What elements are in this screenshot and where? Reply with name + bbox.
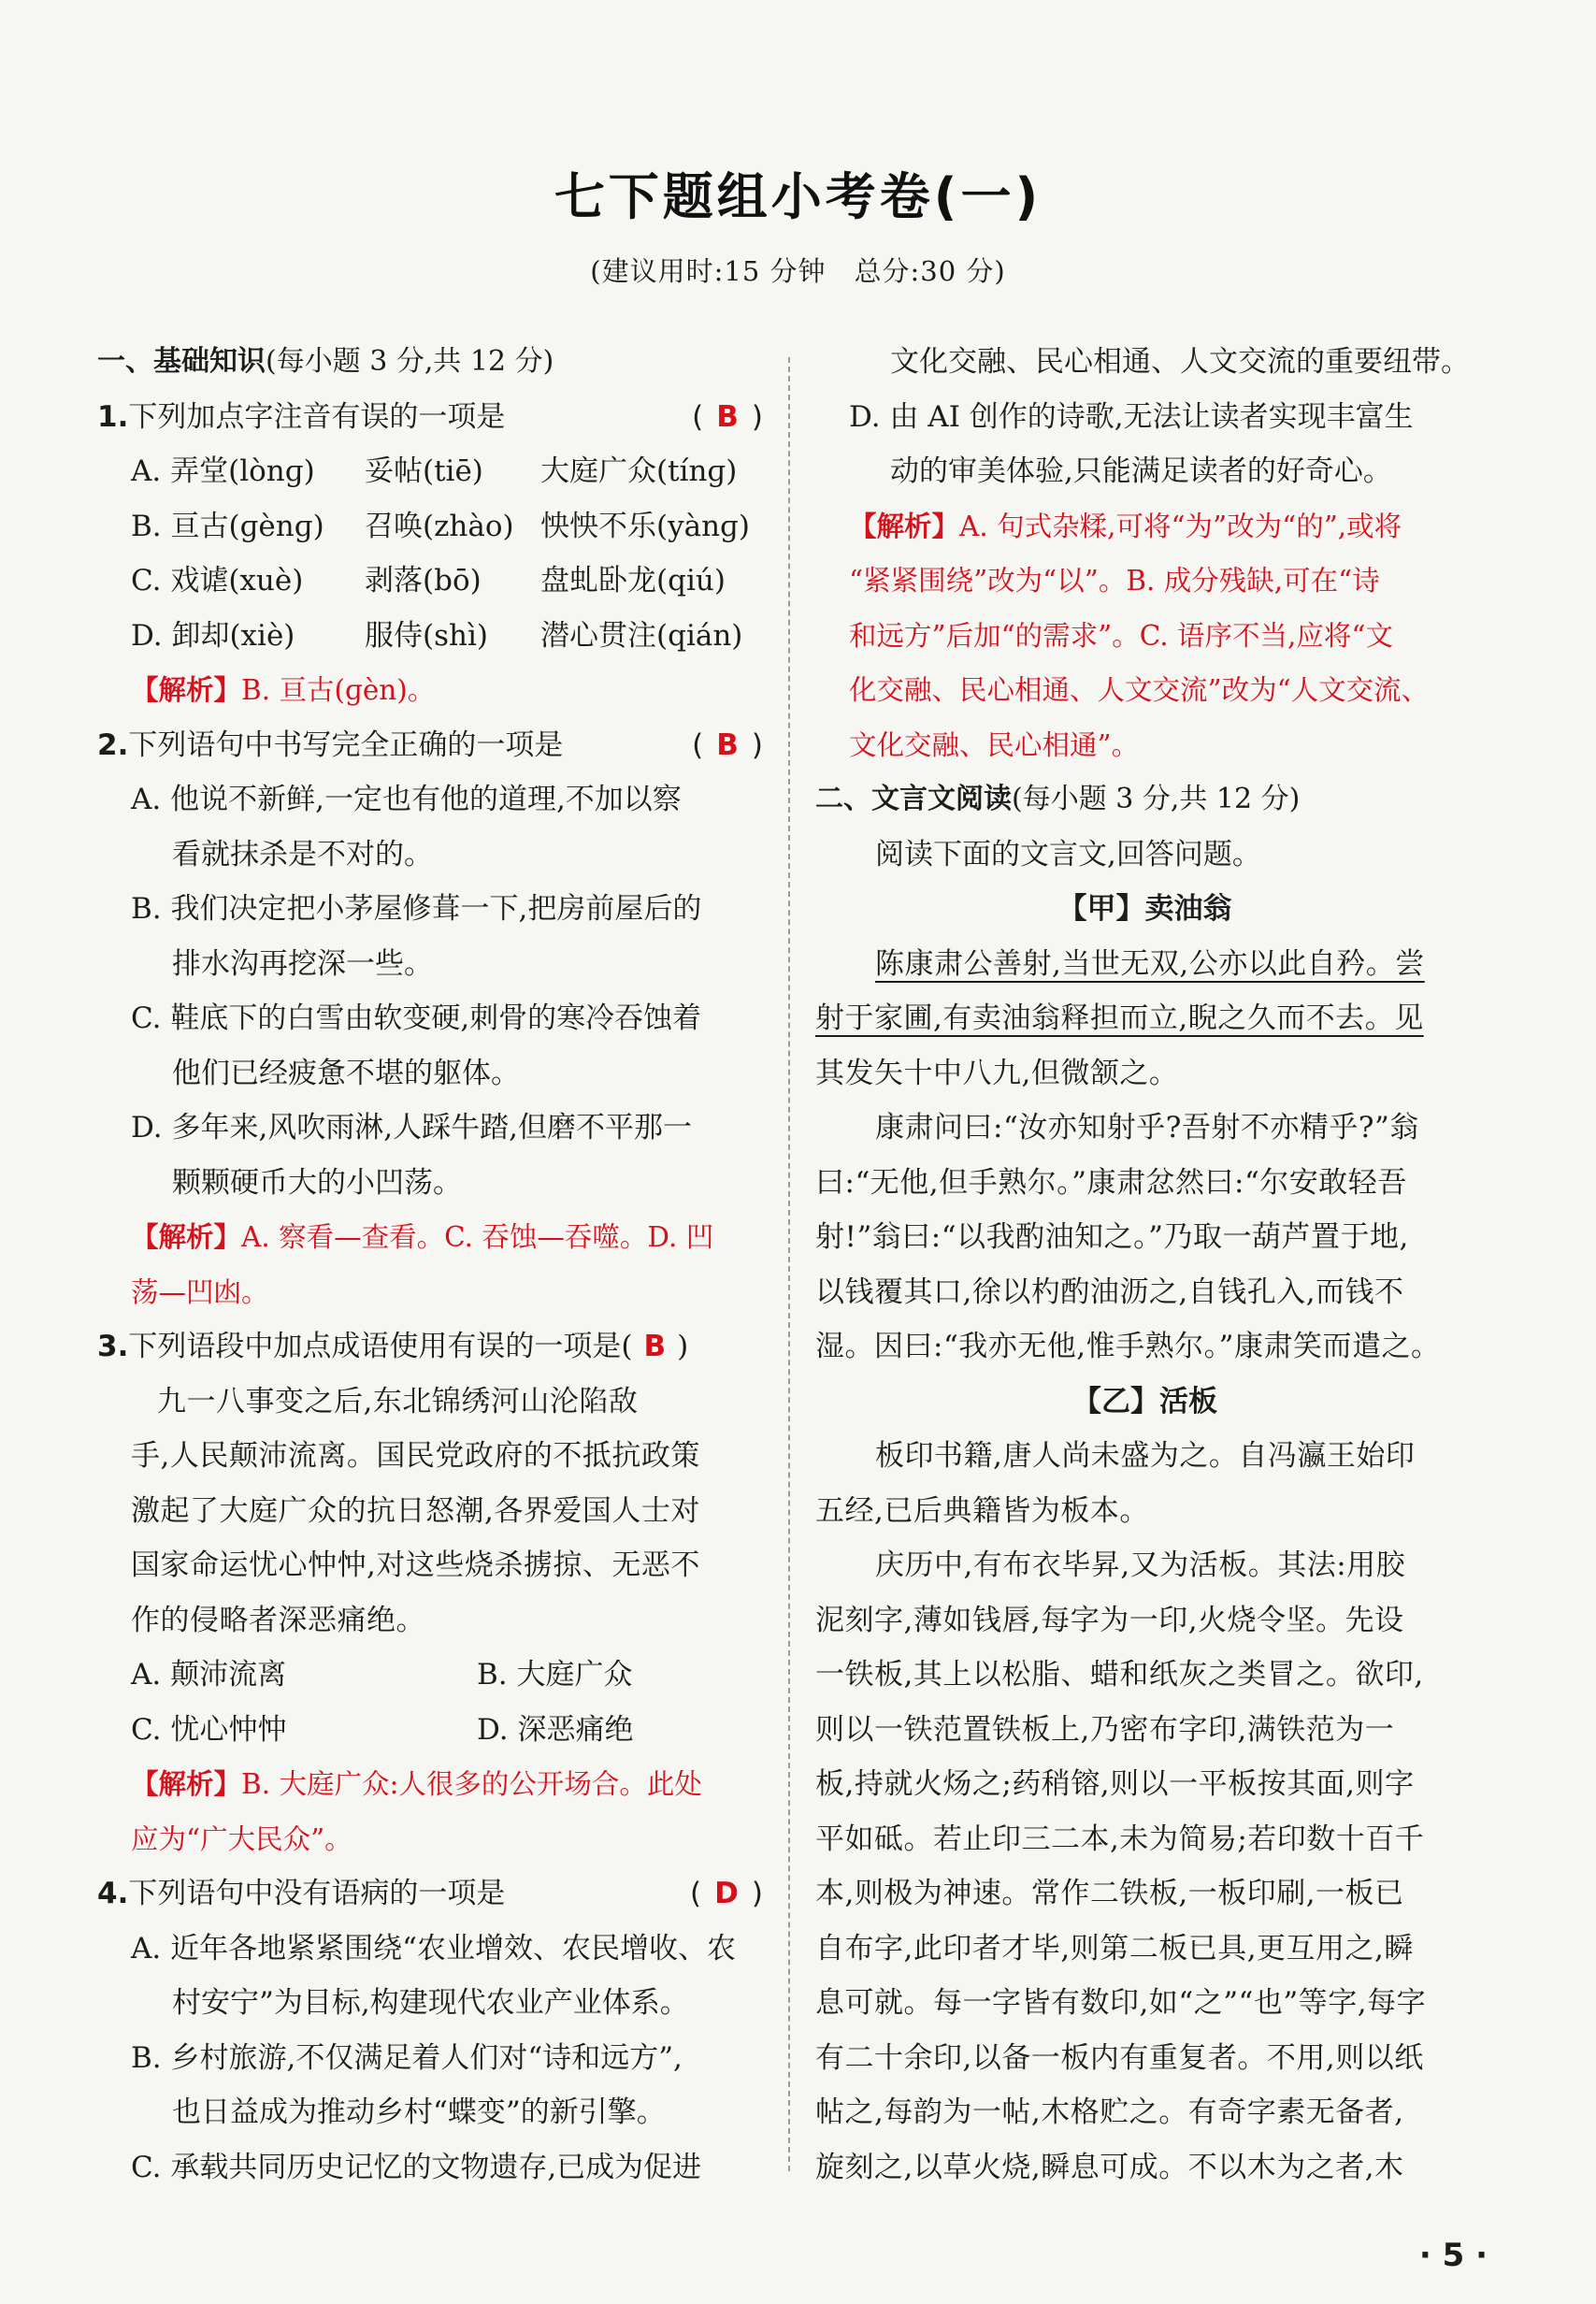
q1-option-row	[97, 609, 763, 664]
right-column	[815, 335, 1474, 2195]
answer-close: )	[677, 1330, 689, 1363]
q1-analysis	[97, 663, 763, 718]
passage-line: 射!”翁曰:“以我酌油知之。”乃取一葫芦置于地,	[815, 1220, 1409, 1254]
question-2-stem	[97, 718, 763, 773]
q4-option-line: A. 近年各地紧紧围绕“农业增效、农民增收、农	[131, 1931, 736, 1966]
q2-option-line: 他们已经疲惫不堪的躯体。	[172, 1056, 520, 1090]
option-word: A. 弄堂(lònɡ)	[131, 454, 315, 488]
passage-line: 泥刻字,薄如钱唇,每字为一印,火烧令坚。先设	[815, 1603, 1404, 1637]
q3-passage-line: 作的侵略者深恶痛绝。	[131, 1603, 425, 1637]
page-subtitle: (建议用时:15 分钟 总分:30 分)	[590, 255, 1006, 287]
passage-line: 帖之,每韵为一帖,木格贮之。有奇字素无备者,	[815, 2095, 1404, 2129]
passage-line: 以钱覆其口,徐以杓酌油沥之,自钱孔入,而钱不	[815, 1274, 1404, 1309]
question-text: 下列语句中书写完全正确的一项是	[128, 727, 564, 762]
column-divider	[788, 357, 790, 2171]
q3-option-row	[97, 1703, 763, 1758]
q4-option-line: 文化交融、民心相通、人文交流的重要纽带。	[890, 345, 1470, 379]
option-a: A. 颠沛流离	[131, 1658, 287, 1692]
page-title: 七下题组小考卷(一)	[554, 167, 1042, 226]
passage-line: 息可就。每一字皆有数印,如“之”“也”等字,每字	[815, 1986, 1427, 2020]
passage-line: 曰:“无他,但手熟尔。”康肃忿然曰:“尔安敢轻吾	[815, 1165, 1407, 1200]
q2-option-line: C. 鞋底下的白雪由软变硬,刺骨的寒冷吞蚀着	[131, 1001, 702, 1035]
answer-letter: D	[714, 1877, 739, 1910]
q1-option-row	[97, 444, 763, 499]
passage-line: 平如砥。若止印三二本,未为简易;若印数十百千	[815, 1822, 1425, 1856]
question-3-stem	[97, 1319, 763, 1375]
q2-option-line: A. 他说不新鲜,一定也有他的道理,不加以察	[131, 783, 682, 816]
section-1-title: 一、基础知识	[97, 345, 266, 378]
q3-analysis-cont: 应为“广大民众”。	[131, 1822, 352, 1855]
passage-line: 本,则极为神速。常作二铁板,一板印刷,一板已	[815, 1877, 1404, 1910]
question-number: 1.	[97, 399, 129, 434]
answer-bracket: ( D )	[690, 1877, 763, 1910]
left-column	[97, 335, 763, 2195]
q4-analysis	[815, 499, 1474, 554]
question-text: 下列语段中加点成语使用有误的一项是(	[128, 1330, 633, 1363]
q4-analysis-cont: 文化交融、民心相通”。	[849, 728, 1140, 761]
question-number: 2.	[97, 727, 129, 762]
option-word: 潜心贯注(qián)	[540, 618, 743, 653]
passage-line: 自布字,此印者才毕,则第二板已具,更互用之,瞬	[815, 1931, 1414, 1966]
option-word: 盘虬卧龙(qiú)	[540, 564, 726, 598]
q4-option-line: D. 由 AI 创作的诗歌,无法让读者实现丰富生	[849, 399, 1414, 434]
q2-option-line: 看就抹杀是不对的。	[172, 837, 433, 871]
q4-option-line: C. 承载共同历史记忆的文物遗存,已成为促进	[131, 2150, 702, 2184]
option-word: 怏怏不乐(yànɡ)	[540, 509, 750, 543]
q4-option-line: 村安宁”为目标,构建现代农业产业体系。	[172, 1986, 689, 2020]
analysis-tag: 【解析】	[849, 510, 960, 542]
passage-line: 一铁板,其上以松脂、蜡和纸灰之类冒之。欲印,	[815, 1658, 1424, 1692]
section-2-note: (每小题 3 分,共 12 分)	[1012, 783, 1301, 815]
analysis-text: B. 亘古(ɡèn)。	[241, 674, 436, 706]
underlined-sentence: 射于家圃,有卖油翁释担而立,睨之久而不去。见	[815, 1001, 1424, 1035]
question-number: 4.	[97, 1877, 129, 1910]
q1-option-row	[97, 554, 763, 609]
analysis-tag: 【解析】	[131, 1768, 242, 1800]
passage-line: 则以一铁范置铁板上,乃密布字印,满铁范为一	[815, 1712, 1395, 1747]
passage-line: 庆历中,有布衣毕昇,又为活板。其法:用胶	[875, 1548, 1406, 1582]
option-word: 大庭广众(tínɡ)	[540, 454, 738, 488]
option-word: 剥落(bō)	[365, 564, 482, 598]
q2-analysis-cont: 荡—凹凼。	[131, 1275, 269, 1308]
option-word: 妥帖(tiē)	[365, 454, 483, 488]
option-word: B. 亘古(ɡènɡ)	[131, 509, 324, 543]
option-word: D. 卸却(xiè)	[131, 618, 295, 653]
underlined-sentence: 陈康肃公善射,当世无双,公亦以此自矜。尝	[875, 946, 1425, 981]
q3-passage-line: 激起了大庭广众的抗日怒潮,各界爱国人士对	[131, 1493, 700, 1528]
analysis-text: A. 句式杂糅,可将“为”改为“的”,或将	[959, 510, 1402, 542]
answer-letter: B	[716, 399, 739, 434]
passage-line: 板,持就火炀之;药稍镕,则以一平板按其面,则字	[815, 1767, 1415, 1801]
question-4-stem	[97, 1866, 763, 1922]
question-text: 下列加点字注音有误的一项是	[128, 399, 506, 434]
question-1-stem	[97, 390, 763, 445]
passage-line: 旋刻之,以草火烧,瞬息可成。不以木为之者,木	[815, 2150, 1404, 2184]
q2-option-line: 排水沟再挖深一些。	[172, 946, 433, 981]
question-number: 3.	[97, 1330, 129, 1363]
option-word: 召唤(zhào)	[365, 509, 514, 543]
q3-passage-line: 国家命运忧心忡忡,对这些烧杀掳掠、无恶不	[131, 1548, 700, 1582]
option-b: B. 大庭广众	[477, 1658, 633, 1692]
answer-bracket: ( B )	[692, 727, 763, 762]
passage-line: 有二十余印,以备一板内有重复者。不用,则以纸	[815, 2040, 1424, 2075]
answer-bracket: ( B )	[692, 399, 763, 434]
passage-line	[815, 991, 1474, 1046]
section-1-heading	[97, 335, 763, 390]
answer-letter: B	[643, 1330, 667, 1363]
section-1-note: (每小题 3 分,共 12 分)	[266, 345, 554, 378]
passage-line: 康肃问曰:“汝亦知射乎?吾射不亦精乎?”翁	[875, 1111, 1419, 1145]
analysis-text: A. 察看—查看。C. 吞蚀—吞噬。D. 凹	[241, 1221, 714, 1253]
passage-line	[815, 937, 1474, 992]
option-d: D. 深恶痛绝	[477, 1712, 634, 1747]
q2-option-line: D. 多年来,风吹雨淋,人踩牛踏,但磨不平那一	[131, 1111, 693, 1145]
section-2-heading	[815, 772, 1474, 828]
passage-jia-title: 【甲】卖油翁	[1057, 892, 1232, 926]
q4-option-line: 也日益成为推动乡村“蝶变”的新引擎。	[172, 2095, 666, 2129]
q3-passage-line: 九一八事变之后,东北锦绣河山沦陷敌	[157, 1384, 639, 1418]
q4-analysis-cont: 化交融、民心相通、人文交流”改为“人文交流、	[849, 674, 1430, 706]
q3-option-row	[97, 1648, 763, 1703]
analysis-tag: 【解析】	[131, 1221, 242, 1253]
passage-yi-title: 【乙】活板	[1072, 1384, 1217, 1418]
option-word: C. 戏谑(xuè)	[131, 564, 304, 598]
question-text: 下列语句中没有语病的一项是	[128, 1877, 506, 1910]
passage-line: 五经,已后典籍皆为板本。	[815, 1493, 1149, 1528]
section-2-instruction: 阅读下面的文言文,回答问题。	[875, 837, 1261, 871]
section-2-title: 二、文言文阅读	[815, 783, 1012, 815]
q4-analysis-cont: “紧紧围绕”改为“以”。B. 成分残缺,可在“诗	[849, 565, 1380, 597]
q4-analysis-cont: 和远方”后加“的需求”。C. 语序不当,应将“文	[849, 619, 1393, 652]
page-number: · 5 ·	[1418, 2237, 1488, 2274]
answer-letter: B	[716, 727, 739, 762]
q1-option-row	[97, 499, 763, 554]
q3-passage-line: 手,人民颠沛流离。国民党政府的不抵抗政策	[131, 1439, 700, 1473]
analysis-tag: 【解析】	[131, 674, 242, 706]
q2-option-line: 颗颗硬币大的小凹荡。	[172, 1165, 462, 1200]
q4-option-line: B. 乡村旅游,不仅满足着人们对“诗和远方”,	[131, 2040, 683, 2075]
q4-option-line: 动的审美体验,只能满足读者的好奇心。	[890, 454, 1392, 488]
q2-option-line: B. 我们决定把小茅屋修葺一下,把房前屋后的	[131, 892, 702, 926]
q3-analysis	[97, 1757, 763, 1812]
option-word: 服侍(shì)	[365, 618, 488, 653]
passage-line: 湿。因曰:“我亦无他,惟手熟尔。”康肃笑而遣之。	[815, 1330, 1441, 1363]
option-c: C. 忧心忡忡	[131, 1712, 287, 1747]
passage-line: 板印书籍,唐人尚未盛为之。自冯瀛王始印	[875, 1439, 1416, 1473]
passage-line: 其发矢十中八九,但微颔之。	[815, 1056, 1179, 1090]
q2-analysis	[97, 1210, 763, 1265]
analysis-text: B. 大庭广众:人很多的公开场合。此处	[241, 1768, 702, 1800]
